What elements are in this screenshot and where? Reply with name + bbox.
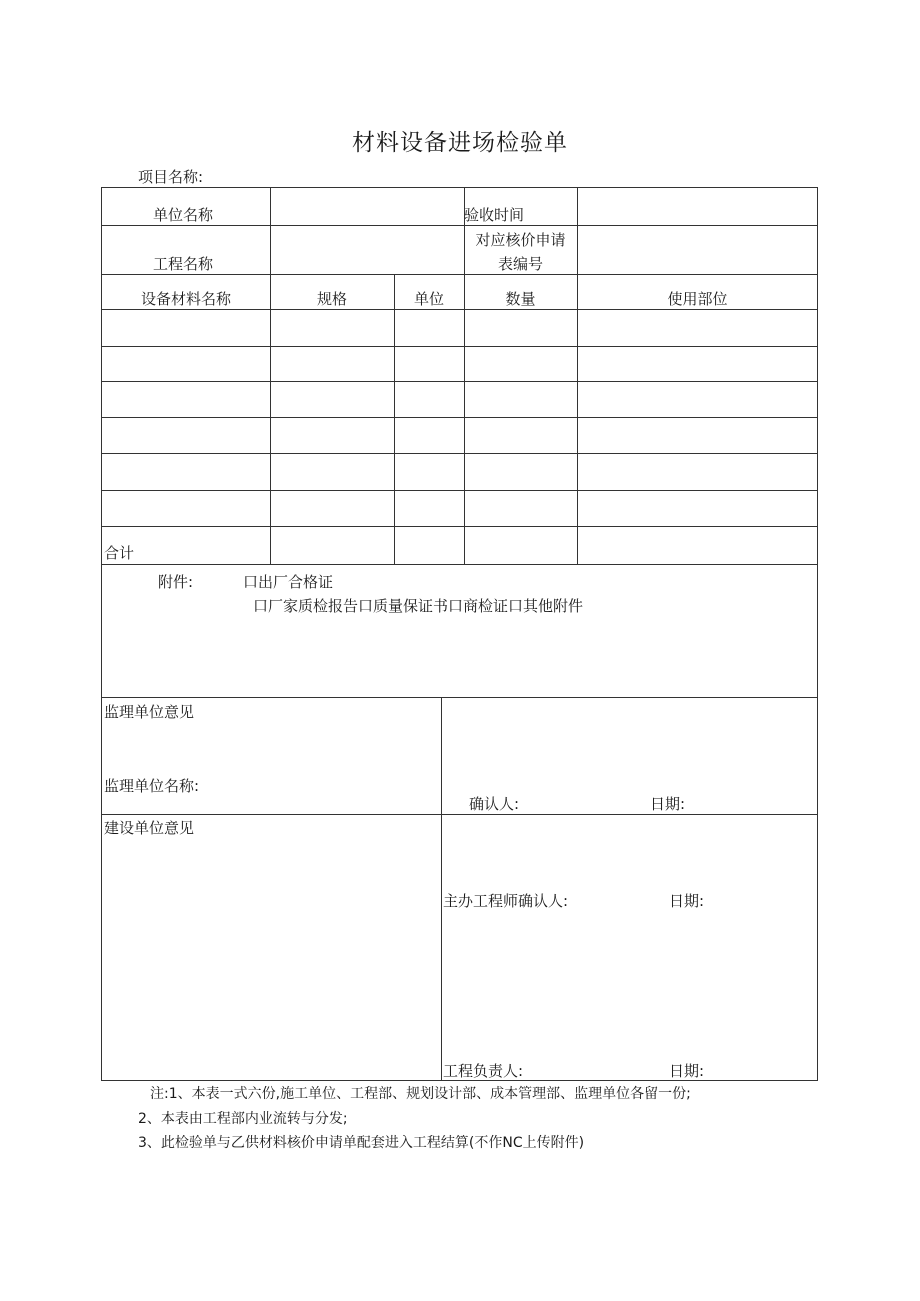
- row-divider: [102, 309, 818, 310]
- col-divider: [394, 274, 395, 564]
- col-header-unit: 单位: [413, 290, 444, 308]
- form-no-label-line1: 对应核价申请: [475, 231, 566, 249]
- supervision-name-label: 监理单位名称:: [104, 777, 200, 795]
- col-divider: [577, 274, 578, 564]
- col-divider: [270, 274, 271, 564]
- accept-time-field[interactable]: [579, 190, 815, 223]
- supervision-confirm-label: 确认人:: [469, 795, 520, 813]
- unit-name-field[interactable]: [272, 190, 462, 223]
- row-divider: [102, 453, 818, 454]
- engineer-confirm-label: 主办工程师确认人:: [443, 892, 569, 910]
- col-divider: [464, 274, 465, 564]
- col-divider: [270, 188, 271, 274]
- attachments-label: 附件:: [158, 573, 194, 591]
- attachments-line1[interactable]: 口出厂合格证: [243, 573, 334, 591]
- note-1: 注:1、本表一式六份,施工单位、工程部、规划设计部、成本管理部、监理单位各留一份;: [150, 1086, 691, 1102]
- engineer-date-label: 日期:: [669, 892, 705, 910]
- project-name-row-label: 工程名称: [153, 255, 214, 273]
- row-divider: [102, 814, 818, 815]
- attachments-line2[interactable]: 口厂家质检报告口质量保证书口商检证口其他附件: [253, 597, 584, 615]
- leader-label: 工程负责人:: [443, 1062, 524, 1080]
- note-3: 3、此检验单与乙供材料核价申请单配套进入工程结算(不作NC上传附件): [138, 1135, 585, 1151]
- col-header-material-name: 设备材料名称: [140, 290, 231, 308]
- form-no-label: [464, 229, 577, 274]
- form-no-field[interactable]: [579, 228, 815, 272]
- row-divider: [102, 225, 818, 226]
- supervision-opinion-label: 监理单位意见: [104, 703, 195, 721]
- col-header-spec: 规格: [316, 290, 347, 308]
- row-divider: [102, 417, 818, 418]
- total-label: 合计: [104, 544, 135, 562]
- row-divider: [102, 381, 818, 382]
- note-2: 2、本表由工程部内业流转与分发;: [138, 1111, 348, 1127]
- project-name-label: 项目名称:: [138, 168, 204, 186]
- row-divider: [102, 526, 818, 527]
- accept-time-label: 验收时间: [464, 206, 525, 224]
- project-name-field[interactable]: [272, 228, 462, 272]
- row-divider: [102, 346, 818, 347]
- col-divider: [441, 697, 442, 1081]
- row-divider: [102, 490, 818, 491]
- form-no-label-line2: 表编号: [497, 255, 543, 273]
- col-header-quantity: 数量: [505, 290, 536, 308]
- leader-date-label: 日期:: [669, 1062, 705, 1080]
- row-divider: [102, 564, 818, 565]
- construction-opinion-label: 建设单位意见: [104, 819, 195, 837]
- inspection-form-table: [101, 187, 818, 1081]
- col-divider: [577, 188, 578, 274]
- page-title: 材料设备进场检验单: [352, 130, 568, 156]
- supervision-date-label: 日期:: [650, 795, 686, 813]
- unit-name-label: 单位名称: [153, 206, 214, 224]
- col-header-usage-location: 使用部位: [667, 290, 728, 308]
- row-divider: [102, 697, 818, 698]
- row-divider: [102, 274, 818, 275]
